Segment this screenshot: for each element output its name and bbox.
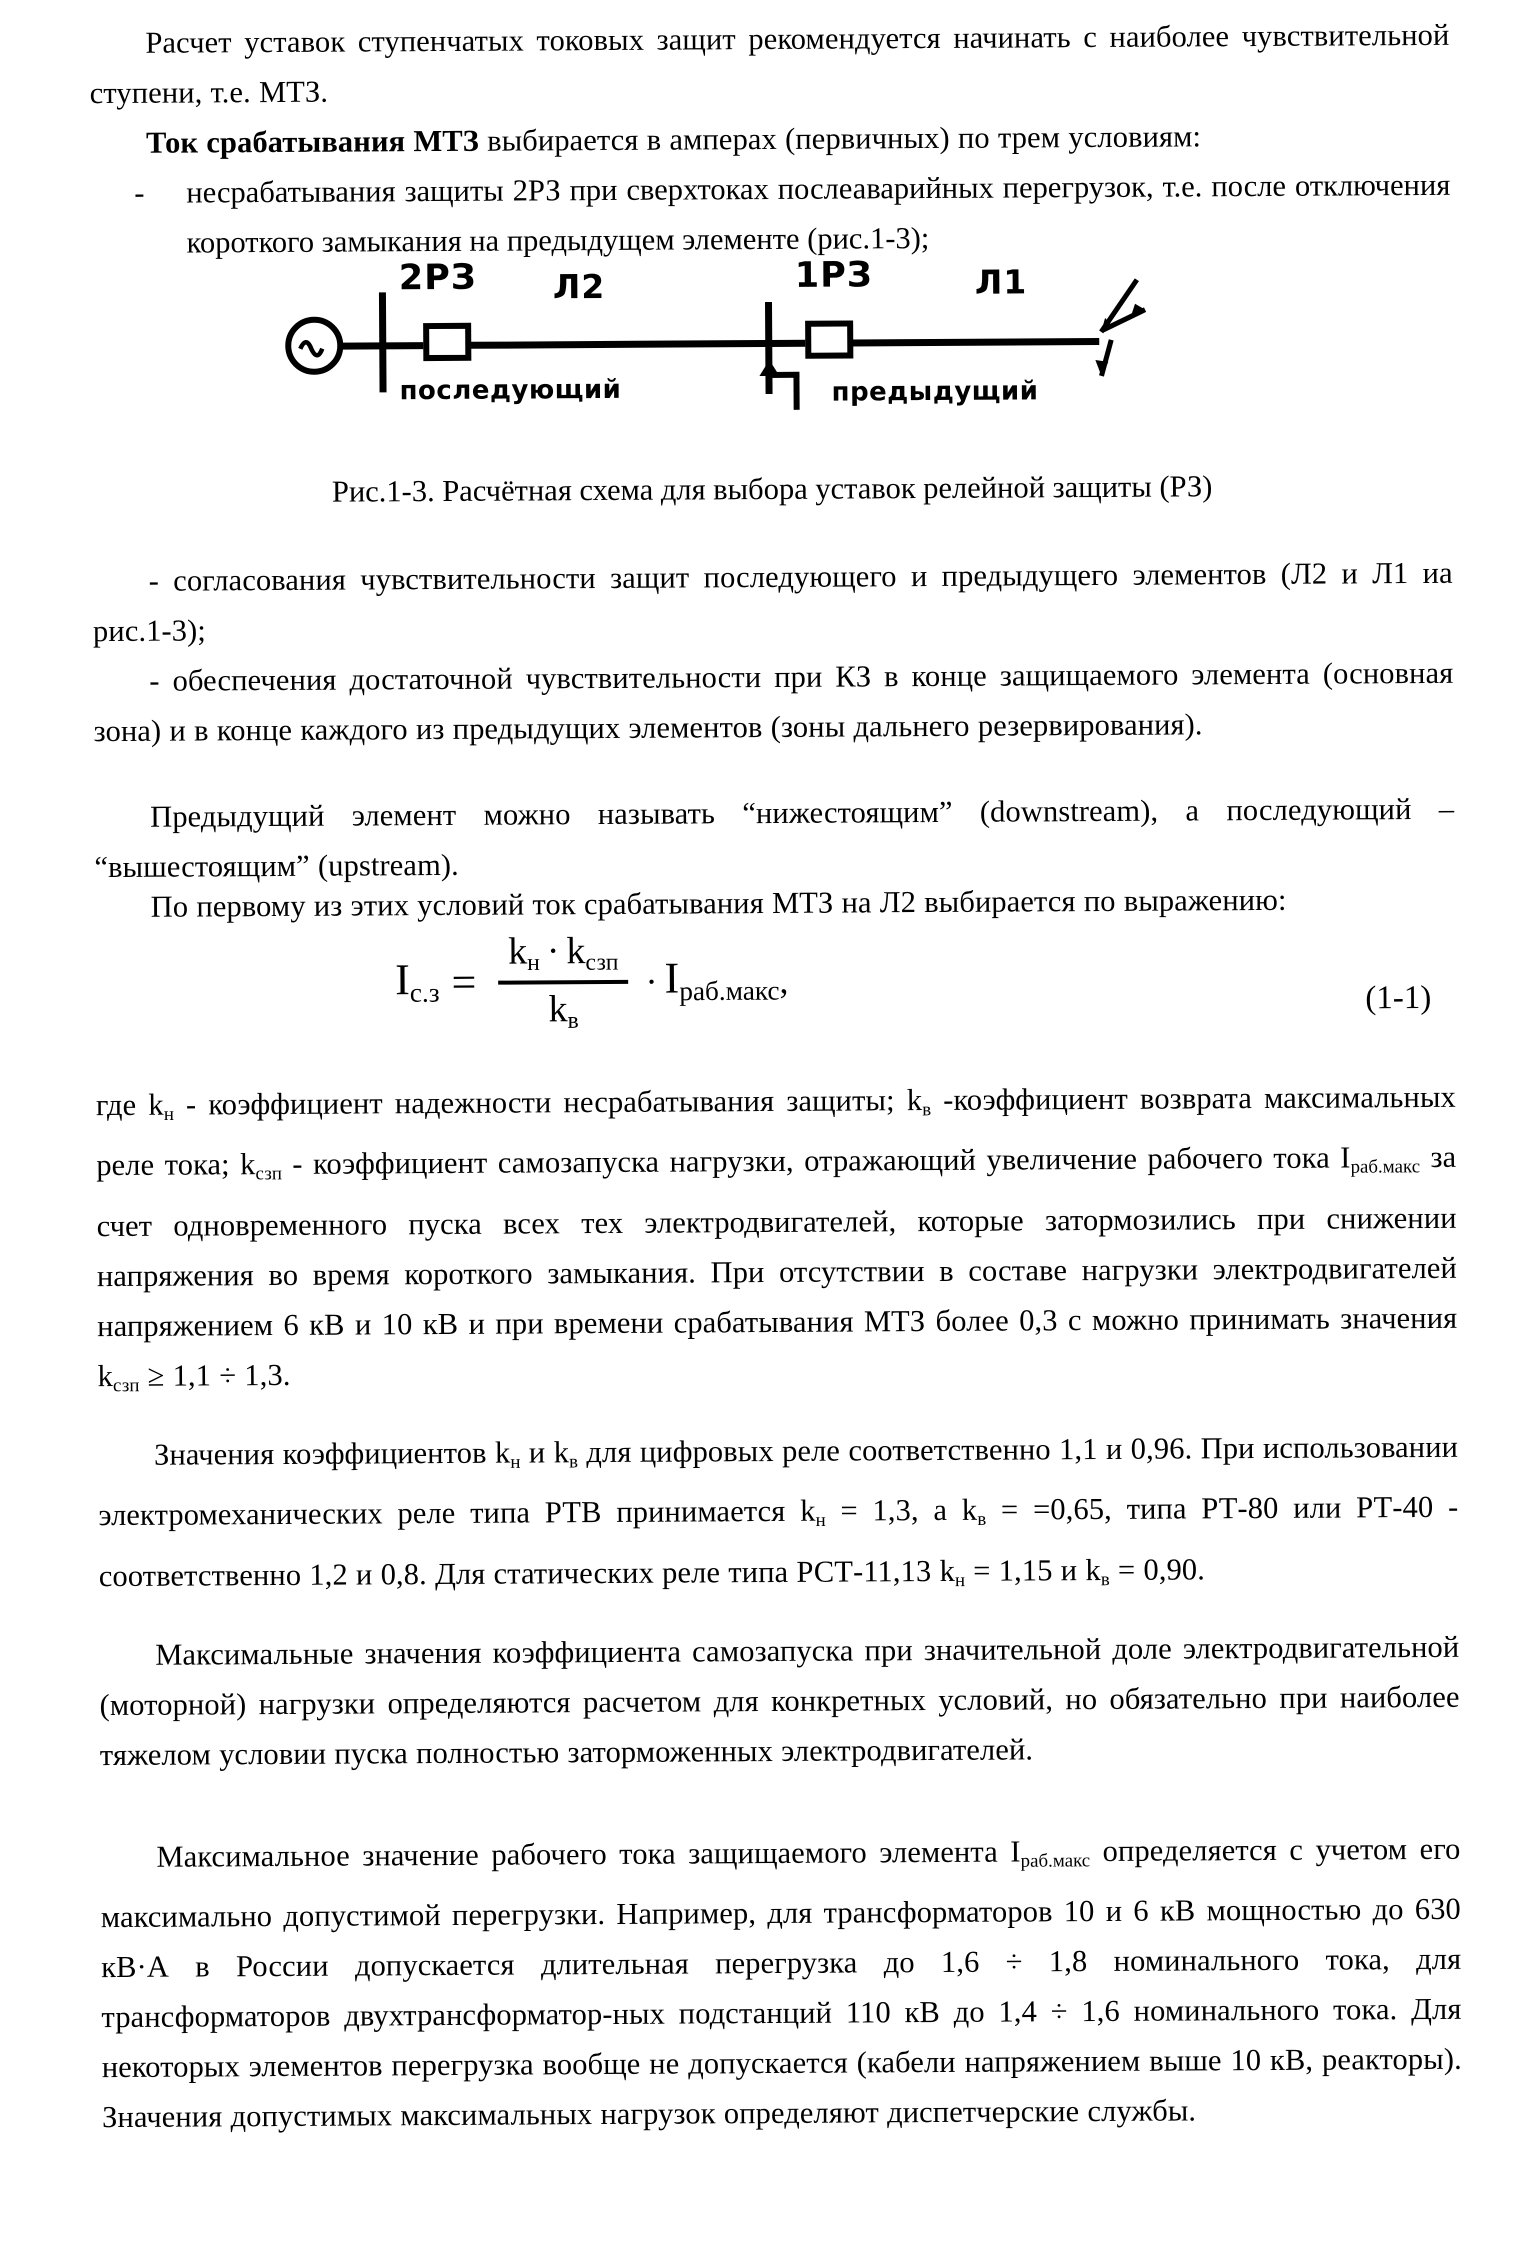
symbol-irab-1-sub: раб.макс xyxy=(1350,1156,1421,1179)
symbol-kn-1 xyxy=(148,1087,174,1125)
paragraph-first-condition-text: По первому из этих условий ток срабатывания МТЗ на Л2 выбирается по выражению: xyxy=(150,882,1287,924)
paragraph-pickup-current-rest: выбирается в амперах (первичных) по трем условиям: xyxy=(478,119,1202,158)
symbol-kn-4 xyxy=(939,1553,966,1591)
paragraph-intro-text: Расчет уставок ступенчатых токовых защит рекомендуется начинать с наиболее чувствительной ступени, т.е. МТЗ. xyxy=(89,17,1450,111)
paragraph-where-label: где xyxy=(95,1087,149,1123)
paragraph-coeff-def-e: ≥ 1,1 ÷ 1,3. xyxy=(139,1357,291,1393)
equation-denominator xyxy=(538,984,588,1035)
symbol-kszp-1-base: k xyxy=(239,1147,256,1182)
denominator-kv-subscript: в xyxy=(567,1007,579,1034)
equation-1-1-row xyxy=(95,924,1456,1062)
numerator-kszp-subscript: сзп xyxy=(585,949,619,976)
equation-equals-sign: = xyxy=(451,957,477,1007)
load-tap-drop xyxy=(793,374,799,410)
numerator-kn-subscript: н xyxy=(527,949,540,977)
symbol-kn-1-sub: н xyxy=(163,1103,174,1125)
paragraph-self-start-max xyxy=(99,1622,1460,1780)
equation-lhs-subscript: с.з xyxy=(409,977,440,1008)
denominator-kv-symbol: k xyxy=(548,987,568,1030)
figure-label-1rz: 1РЗ xyxy=(794,255,873,296)
symbol-kszp-2-base: k xyxy=(97,1358,114,1393)
numerator-kszp-symbol: k xyxy=(566,930,586,973)
paragraph-coeff-def-c: - коэффициент самозапуска нагрузки, отражающий увеличение рабочего тока xyxy=(281,1140,1341,1182)
figure-label-l2: Л2 xyxy=(552,266,606,307)
paragraph-values-e: = =0,65, типа РТ-80 или РТ-40 - соответственно 1,2 и 0,8. Для статических реле типа РСТ-11,13 xyxy=(98,1490,1459,1593)
symbol-kv-2-base: k xyxy=(553,1435,570,1470)
equation-rhs xyxy=(664,953,780,1007)
numerator-kn-symbol: k xyxy=(508,930,528,973)
symbol-kv-3-base: k xyxy=(961,1493,978,1528)
paragraph-values-a: Значения коэффициентов xyxy=(153,1435,496,1472)
symbol-kv-1-base: k xyxy=(906,1083,923,1118)
symbol-kn-2-base: k xyxy=(494,1435,511,1470)
figure-note-downstream: последующий xyxy=(399,374,622,407)
list-item-condition-1-text: несрабатывания защиты 2РЗ при сверхтоках послеаварийных перегрузок, т.е. после отключения короткого замыкания на предыдущем элементе (рис.1-3); xyxy=(186,167,1451,260)
symbol-kv-2-sub: в xyxy=(569,1451,579,1473)
symbol-irab-2 xyxy=(1010,1834,1091,1872)
circuit-breaker-2rz xyxy=(423,323,471,361)
symbol-kn-4-sub: н xyxy=(954,1569,966,1591)
equation-rhs-symbol: I xyxy=(664,953,680,1003)
equation-rhs-subscript: раб.макс xyxy=(679,975,780,1007)
symbol-kn-1-base: k xyxy=(148,1087,164,1122)
symbol-kv-4 xyxy=(1085,1552,1110,1590)
paragraph-values-d: = 1,3, а xyxy=(825,1493,962,1528)
paragraph-intro xyxy=(89,10,1450,118)
equation-lhs-symbol: I xyxy=(394,955,410,1005)
symbol-kn-2 xyxy=(494,1435,521,1473)
symbol-kn-3-sub: н xyxy=(815,1510,826,1532)
term-mtz-pickup-current: Ток срабатывания МТЗ xyxy=(145,123,480,160)
transmission-line-l1 xyxy=(851,338,1099,347)
symbol-irab-2-base: I xyxy=(1010,1834,1021,1869)
paragraph-values-g: = 0,90. xyxy=(1109,1551,1206,1587)
load-arrow-icon xyxy=(759,360,779,376)
wire-bus-to-breaker-2 xyxy=(383,342,425,349)
equation-trailing-comma: , xyxy=(779,960,789,1001)
symbol-kv-1 xyxy=(906,1083,932,1121)
paragraph-max-a: Максимальное значение рабочего тока защищаемого элемента xyxy=(156,1834,1011,1874)
symbol-kn-4-base: k xyxy=(939,1553,955,1588)
paragraph-pickup-current xyxy=(90,110,1450,168)
symbol-kv-4-sub: в xyxy=(1100,1568,1110,1590)
busbar-middle xyxy=(765,302,773,394)
symbol-kn-3 xyxy=(800,1493,826,1532)
symbol-kszp-1-sub: сзп xyxy=(255,1163,283,1185)
short-circuit-arrow-icon xyxy=(1075,268,1166,389)
circuit-breaker-1rz xyxy=(805,320,853,358)
ac-source-icon xyxy=(285,317,343,375)
symbol-kszp-1 xyxy=(239,1147,283,1185)
paragraph-coeff-def-b: -коэффициент возврата максимальных реле тока; xyxy=(96,1079,1456,1183)
paragraph-max-b: определяется с учетом его максимально допустимой перегрузки. Например, для трансформаторов 10 и 6 кВ мощностью до 630 кВ·А в России допускается длительная перегрузка до 1,6 ÷ 1,8 номинального тока, для трансформаторов двухтрансформатор-ных подстанций 110 кВ до 1,4 ÷ 1,6 номинального тока. Для некоторых элементов перегрузка вообще не допускается (кабели напряжением выше 10 кВ, реакторы). Значения допустимых максимальных нагрузок определяют диспетчерские службы. xyxy=(100,1831,1462,2135)
paragraph-self-start-max-text: Максимальные значения коэффициента самозапуска при значительной доле электродвигательной (моторной) нагрузки определяются расчетом для конкретных условий, но обязательно при наиболее тяжелом условии пуска полностью заторможенных электродвигателей. xyxy=(99,1629,1460,1773)
paragraph-coefficient-definitions xyxy=(96,1072,1458,1411)
equation-numerator xyxy=(498,929,629,980)
equation-1-1 xyxy=(395,928,789,1036)
list-dash-marker: - xyxy=(134,175,145,210)
symbol-kv-2 xyxy=(553,1435,579,1473)
transmission-line-l2 xyxy=(469,340,771,349)
list-item-condition-2 xyxy=(93,548,1454,656)
symbol-kn-2-sub: н xyxy=(510,1451,521,1473)
symbol-kv-3 xyxy=(961,1493,987,1531)
symbol-kv-3-sub: в xyxy=(977,1509,987,1531)
symbol-kv-1-sub: в xyxy=(922,1099,932,1121)
figure-label-2rz: 2РЗ xyxy=(398,257,477,299)
paragraph-coeff-def-d: за счет одновременного пуска всех тех электродвигателей, которые затормозились при снижении напряжения во время короткого замыкания. При отсутствии в составе нагрузки электродвигателей напряжением 6 кВ и 10 кВ и при времени срабатывания МТЗ более 0,3 с можно принимать значения xyxy=(96,1140,1458,1343)
symbol-irab-2-sub: раб.макс xyxy=(1020,1850,1091,1872)
paragraph-values-f: = 1,15 и xyxy=(964,1552,1086,1588)
symbol-irab-1-base: I xyxy=(1340,1140,1351,1175)
paragraph-max-working-current xyxy=(100,1824,1462,2143)
numerator-multiplication-dot: · xyxy=(546,930,560,973)
paragraph-values-b: и xyxy=(520,1435,554,1470)
paragraph-downstream-upstream-text: Предыдущий элемент можно называть “нижестоящим” (downstream), а последующий – “вышестоящим” (upstream). xyxy=(94,791,1455,885)
equation-multiplication-dot: · xyxy=(645,961,658,1002)
figure-1-3-diagram xyxy=(275,255,1156,415)
equation-lhs xyxy=(394,955,440,1008)
equation-number: (1-1) xyxy=(1365,979,1432,1017)
equation-fraction xyxy=(498,929,629,1035)
paragraph-first-condition xyxy=(95,874,1455,932)
figure-caption: Рис.1-3. Расчётная схема для выбора уставок релейной защиты (РЗ) xyxy=(331,469,1213,509)
figure-note-upstream: предыдущий xyxy=(831,376,1039,408)
paragraph-coefficient-values xyxy=(98,1422,1459,1611)
list-item-condition-3-text: - обеспечения достаточной чувствительности при КЗ в конце защищаемого элемента (основная зона) и в конце каждого из предыдущих элементов (зоны дальнего резервирования). xyxy=(93,655,1454,749)
symbol-kn-3-base: k xyxy=(800,1493,816,1529)
paragraph-coeff-def-a: - коэффициент надежности несрабатывания защиты; xyxy=(173,1083,907,1122)
list-item-condition-2-text: - согласования чувствительности защит последующего и предыдущего элементов (Л2 и Л1 иа рис.1-3); xyxy=(92,555,1453,649)
wire-bus-to-breaker-1 xyxy=(769,340,807,347)
symbol-kszp-2 xyxy=(97,1358,140,1396)
list-item-condition-1 xyxy=(90,160,1451,268)
symbol-irab-1 xyxy=(1340,1140,1421,1179)
figure-label-l1: Л1 xyxy=(974,262,1028,302)
list-item-condition-3 xyxy=(93,648,1454,756)
symbol-kv-4-base: k xyxy=(1085,1552,1101,1587)
paragraph-values-c: для цифровых реле соответственно 1,1 и 0,96. При использовании электромеханических реле типа РТВ принимается xyxy=(98,1429,1459,1533)
symbol-kszp-2-sub: сзп xyxy=(112,1374,140,1396)
